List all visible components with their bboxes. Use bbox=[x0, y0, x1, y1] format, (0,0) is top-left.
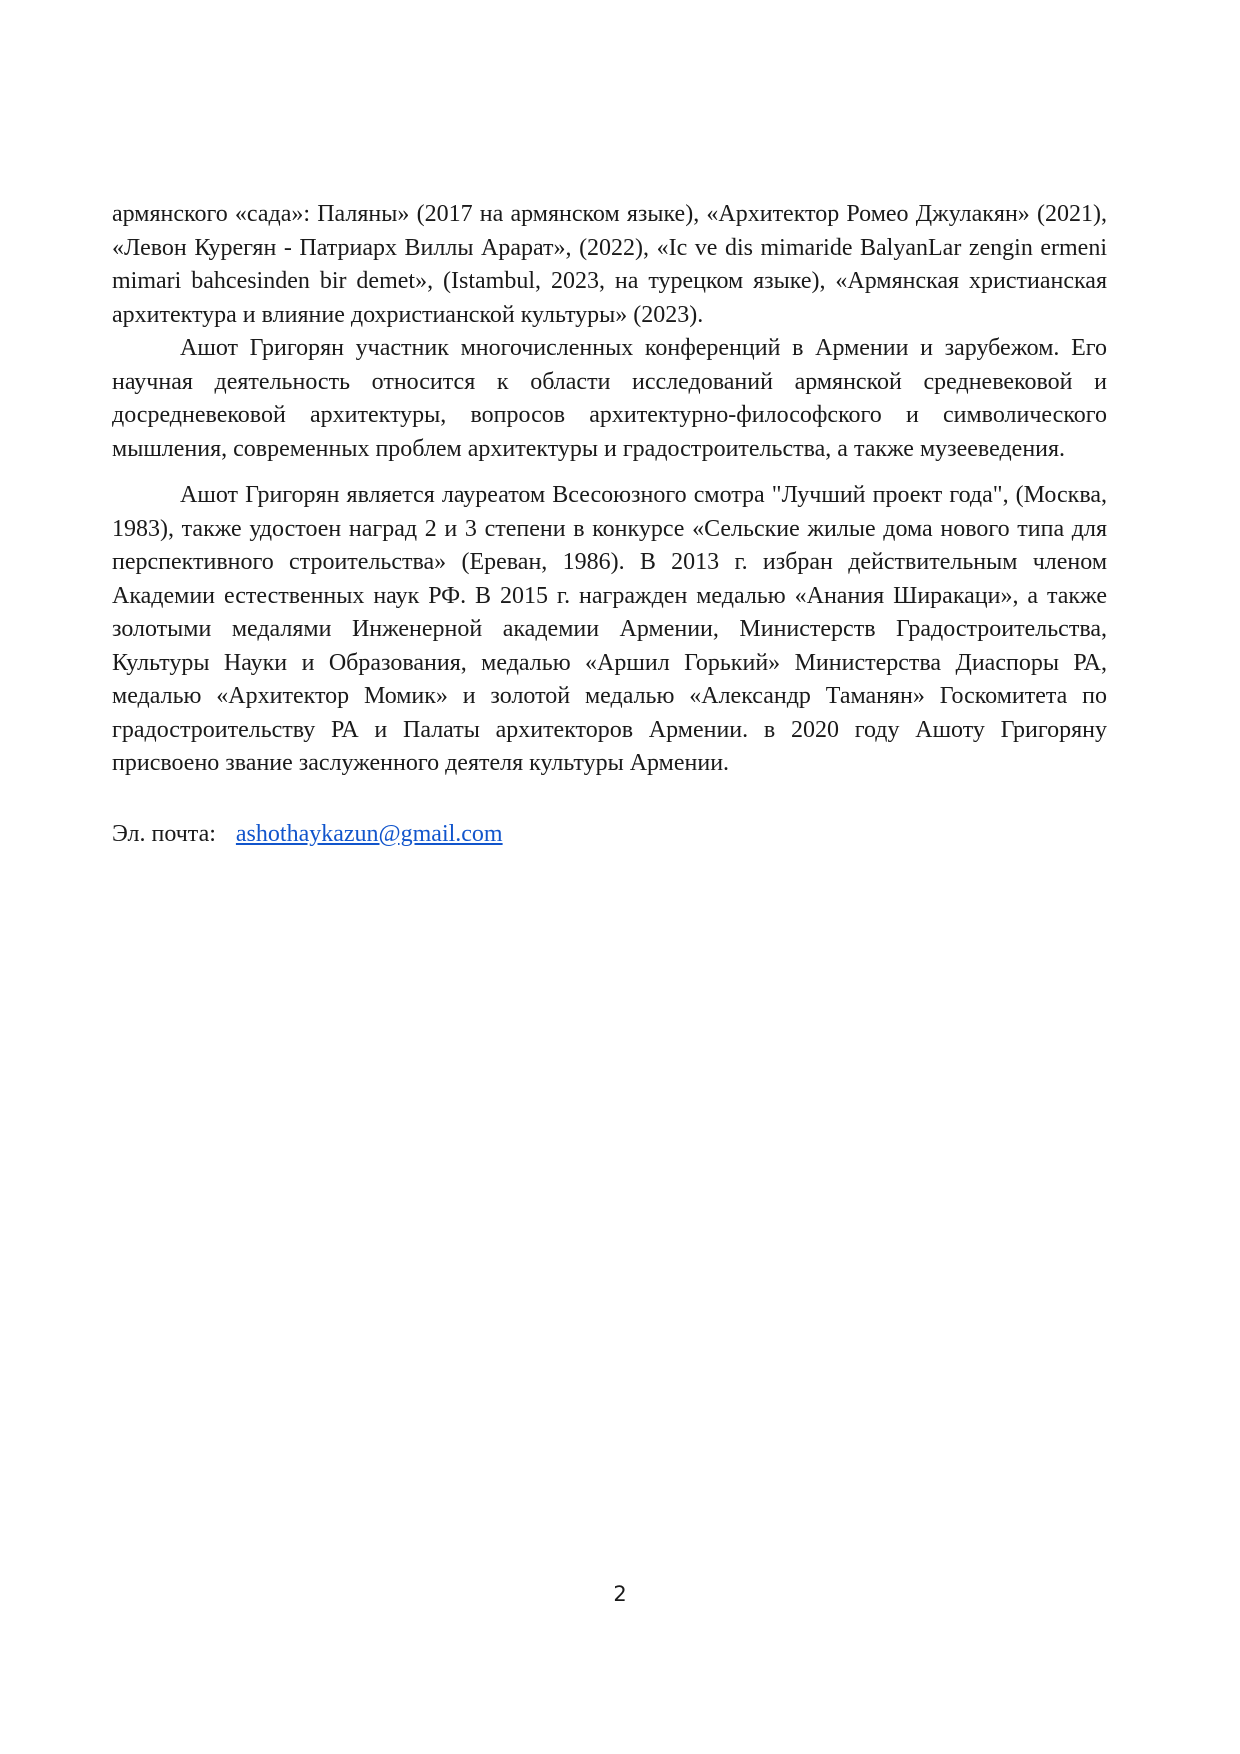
document-body bbox=[112, 198, 1107, 851]
paragraph-publications-continued: армянского «сада»: Паляны» (2017 на армянском языке), «Архитектор Ромео Джулакян» (2021), «Левон Курегян - Патриарх Виллы Арарат», (2022), «Ic ve dis mimaride BalyanLar zengin ermeni mimari bahcesinden bir demet», (Istambul, 2023, на турецком языке), «Армянская христианская архитектура и влияние дохристианской культуры» (2023). bbox=[112, 201, 1107, 328]
paragraph-research-activity: Ашот Григорян участник многочисленных конференций в Армении и зарубежом. Его научная деятельность относится к области исследований армянской средневековой и досредневековой архитектуры, вопросов архитектурно-философского и символического мышления, современных проблем архитектуры и градостроительства, а также музееведения. bbox=[112, 335, 1107, 462]
contact-line bbox=[112, 818, 1107, 852]
page-number: 2 bbox=[613, 1582, 627, 1606]
email-link[interactable]: ashothaykazun@gmail.com bbox=[235, 820, 503, 847]
email-label: Эл. почта: bbox=[112, 820, 216, 847]
paragraph-awards: Ашот Григорян является лауреатом Всесоюзного смотра "Лучший проект года", (Москва, 1983), также удостоен наград 2 и 3 степени в конкурсе «Сельские жилые дома нового типа для перспективного строительства» (Ереван, 1986). В 2013 г. избран действительным членом Академии естественных наук РФ. В 2015 г. награжден медалью «Анания Ширакаци», а также золотыми медалями Инженерной академии Армении, Министерств Градостроительства, Культуры Науки и Образования, медалью «Аршил Горький» Министерства Диаспоры РА, медалью «Архитектор Момик» и золотой медалью «Александр Таманян» Госкомитета по градостроительству РА и Палаты архитекторов Армении. в 2020 году Ашоту Григоряну присвоено звание заслуженного деятеля культуры Армении. bbox=[112, 482, 1107, 776]
